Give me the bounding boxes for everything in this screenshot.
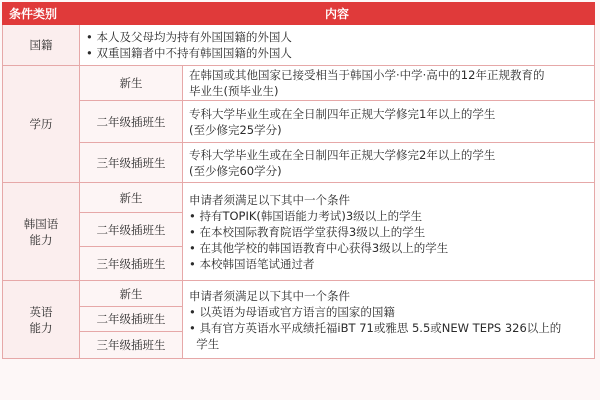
- nationality-line: • 本人及父母均为持有外国国籍的外国人: [86, 30, 292, 44]
- table-header-row: [3, 3, 595, 25]
- category-education: 学历: [3, 66, 80, 183]
- requirements-table: [2, 2, 595, 359]
- category-label-line: 能力: [29, 320, 53, 335]
- education-content: [183, 143, 595, 183]
- subcategory-label: 新生: [80, 183, 183, 213]
- nationality-content: [80, 25, 595, 66]
- content-line: 专科大学毕业生或在全日制四年正规大学修完2年以上的学生: [189, 147, 496, 162]
- table-row-education-second-year: [3, 101, 595, 143]
- category-nationality: 国籍: [3, 25, 80, 66]
- category-label-line: 能力: [29, 232, 53, 247]
- content-line: • 以英语为母语或官方语言的国家的国籍: [189, 304, 395, 319]
- category-label-line: 韩国语: [23, 216, 59, 231]
- content-line: 申请者须满足以下其中一个条件: [189, 192, 350, 207]
- english-content: [183, 281, 595, 359]
- subcategory-label: 二年级插班生: [80, 213, 183, 247]
- content-line: (至少修完25学分): [189, 122, 282, 137]
- table-row-korean-freshman: [3, 183, 595, 213]
- subcategory-label: 三年级插班生: [80, 143, 183, 183]
- content-line: • 持有TOPIK(韩国语能力考试)3级以上的学生: [189, 208, 423, 223]
- category-korean-ability: [3, 183, 80, 281]
- subcategory-label: 二年级插班生: [80, 307, 183, 332]
- header-category: 条件类别: [3, 3, 80, 25]
- content-line: • 具有官方英语水平成绩托福iBT 71或雅思 5.5或NEW TEPS 326以上的: [189, 320, 562, 335]
- header-content: 内容: [80, 3, 595, 25]
- subcategory-label: 二年级插班生: [80, 101, 183, 143]
- table-row-education-third-year: [3, 143, 595, 183]
- content-line: (至少修完60学分): [189, 163, 282, 178]
- category-english-ability: [3, 281, 80, 359]
- subcategory-label: 三年级插班生: [80, 332, 183, 359]
- education-content: [183, 66, 595, 101]
- content-line: 在韩国或其他国家已接受相当于韩国小学·中学·高中的12年正规教育的: [189, 68, 545, 82]
- korean-content: [183, 183, 595, 281]
- nationality-line: • 双重国籍者中不持有韩国国籍的外国人: [86, 46, 292, 60]
- content-line: 毕业生(预毕业生): [189, 84, 279, 98]
- content-line: 专科大学毕业生或在全日制四年正规大学修完1年以上的学生: [189, 106, 496, 121]
- category-label-line: 英语: [29, 304, 53, 319]
- subcategory-label: 三年级插班生: [80, 247, 183, 281]
- content-line: • 在其他学校的韩国语教育中心获得3级以上的学生: [189, 240, 449, 255]
- education-content: [183, 101, 595, 143]
- table-row-education-freshman: [3, 66, 595, 101]
- content-line: • 本校韩国语笔试通过者: [189, 256, 315, 271]
- content-line: 学生: [189, 336, 220, 351]
- content-line: 申请者须满足以下其中一个条件: [189, 288, 350, 303]
- content-line: • 在本校国际教育院语学堂获得3级以上的学生: [189, 224, 426, 239]
- table-row-nationality: [3, 25, 595, 66]
- subcategory-label: 新生: [80, 281, 183, 307]
- table-row-english-freshman: [3, 281, 595, 307]
- subcategory-label: 新生: [80, 66, 183, 101]
